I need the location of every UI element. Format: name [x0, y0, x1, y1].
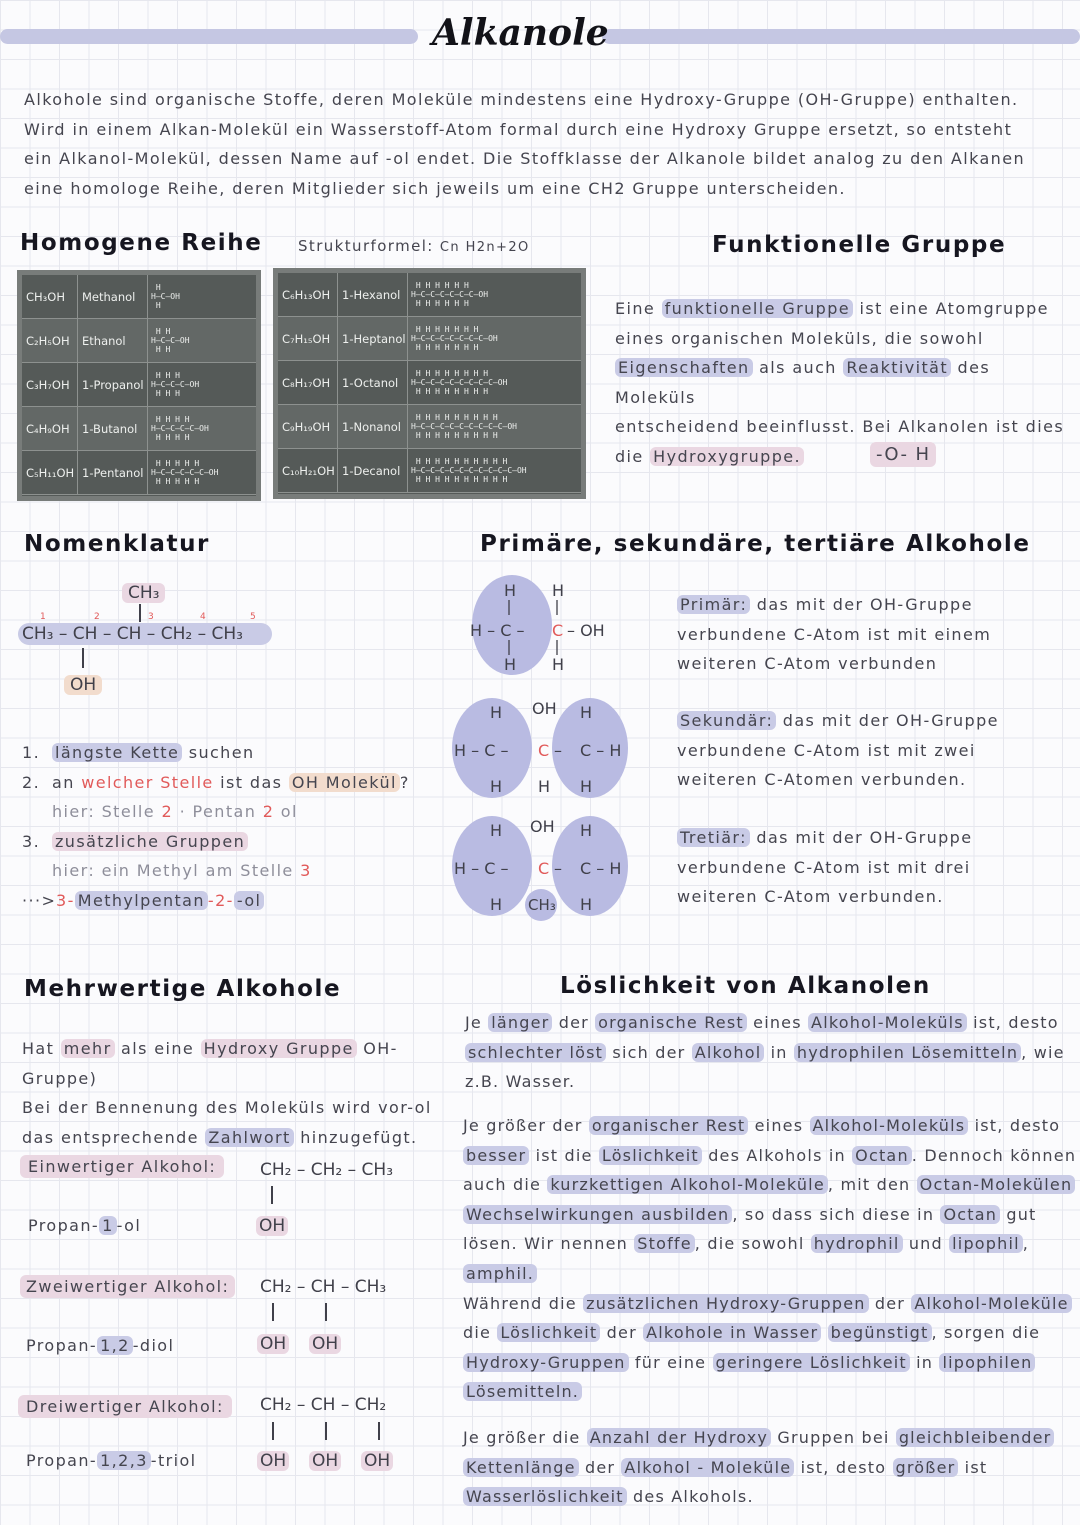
secondary-alcohol-structure — [452, 698, 628, 798]
step-number: 1. — [22, 743, 41, 762]
text: ? — [399, 772, 410, 792]
page-title: Alkanole — [432, 12, 609, 54]
text: , — [1022, 1234, 1030, 1254]
name-cell: 1-Hexanol — [338, 273, 408, 316]
highlight: Stoffe — [634, 1234, 695, 1253]
table-row — [278, 317, 581, 361]
highlight: begünstigt — [828, 1323, 932, 1342]
text: OH-Gruppe) — [22, 1039, 398, 1088]
strukturformel-label: Strukturformel: — [298, 237, 434, 255]
formula-cell: C₁₀H₂₁OH — [278, 449, 338, 492]
svg-text:OH: OH — [532, 699, 557, 718]
text: gut — [1000, 1204, 1037, 1224]
formula-cell: C₈H₁₇OH — [278, 361, 338, 404]
result — [22, 886, 442, 916]
carbon-chain: CH₃ – CH – CH – CH₂ – CH₃ — [22, 624, 243, 644]
svg-text:H: H — [490, 703, 503, 722]
text-line — [463, 1453, 1065, 1483]
highlight: OH Molekül — [289, 773, 400, 792]
table-row — [22, 319, 256, 363]
highlight: größer — [893, 1458, 959, 1477]
table-row — [22, 363, 256, 407]
name-cell: 1-Nonanol — [338, 405, 408, 448]
text: an — [52, 772, 82, 792]
zweiwertig-formula: CH₂ – CH – CH₃ — [260, 1277, 387, 1297]
name-cell: Methanol — [78, 275, 148, 318]
highlight: besser — [463, 1146, 529, 1165]
highlight: Methylpentan — [75, 891, 208, 910]
text: Propan- — [26, 1336, 98, 1355]
name-cell: 1-Propanol — [78, 363, 148, 406]
structure-cell: H H H H H H H H H–C–C–C–C–C–C–C–C–OH H H H H H H H H — [411, 369, 508, 396]
text: Eine — [615, 299, 662, 318]
intro-text — [24, 85, 1064, 203]
text: -ol — [116, 1216, 142, 1235]
name-cell: 1-Decanol — [338, 449, 408, 492]
dreiwertig-name — [26, 1451, 197, 1470]
label-sekundaer: Sekundär: — [677, 711, 776, 730]
highlight: länger — [488, 1013, 552, 1032]
text: ist — [958, 1457, 988, 1477]
nomenklatur-heading: Nomenklatur — [24, 531, 211, 557]
text: Je größer der — [463, 1116, 589, 1135]
text: Propan- — [28, 1216, 100, 1235]
svg-text:H: H — [490, 895, 503, 914]
intro-line: Alkohole sind organische Stoffe, deren Moleküle mindestens eine Hydroxy-Gruppe (OH-Gruppe) enthalten. — [24, 90, 1019, 109]
text-line — [463, 1423, 1065, 1453]
text: -triol — [150, 1451, 197, 1470]
highlight: hydrophilen Lösemitteln — [794, 1043, 1021, 1062]
text: der — [552, 1013, 596, 1032]
formula-cell: CH₃OH — [22, 275, 78, 318]
text: und — [902, 1234, 950, 1254]
text: ist die — [529, 1145, 599, 1165]
text: hier: ein Methyl am Stelle — [52, 861, 301, 881]
text: der — [868, 1293, 912, 1313]
structure-cell: H H H H H H H H H H H–C–C–C–C–C–C–C–C–C–C–OH H H H H H H H H H H — [411, 457, 527, 484]
primary-description — [677, 590, 1067, 679]
einwertig-label: Einwertiger Alkohol: — [20, 1155, 224, 1178]
structure-cell: H H H H H H–C–C–C–C–C–OH H H H H H — [151, 459, 219, 486]
table-row — [278, 405, 581, 449]
highlight: mehr — [61, 1039, 115, 1058]
text: weiteren C-Atomen verbunden. — [677, 770, 967, 790]
text: Propan- — [26, 1451, 98, 1470]
text: des Alkohols in — [701, 1145, 853, 1165]
highlight: Hydroxy-Gruppen — [463, 1353, 629, 1372]
zweiwertig-name — [26, 1336, 174, 1355]
title-bar-right — [602, 29, 1080, 44]
svg-text:C: C — [538, 859, 550, 878]
text: eines — [748, 1116, 810, 1135]
highlight: zusätzlichen Hydroxy-Gruppen — [583, 1294, 868, 1313]
oh-bond — [82, 648, 84, 668]
structure-cell: H H H H–C–C–C–OH H H H — [151, 371, 200, 398]
text: Bei der Bennenung des Moleküls wird vor-ol — [22, 1098, 432, 1118]
formula-cell: C₅H₁₁OH — [22, 451, 78, 494]
text-line — [463, 1229, 1065, 1259]
tertiary-alcohol-structure — [452, 816, 628, 921]
funktionell-text — [615, 294, 1065, 472]
svg-text:–: – — [554, 741, 562, 760]
text: verbundene C-Atom ist mit drei — [677, 857, 971, 877]
text: , mit den — [827, 1175, 917, 1195]
text-line — [463, 1200, 1065, 1230]
svg-text:H: H — [580, 821, 593, 840]
text: -2- — [207, 890, 234, 910]
text: verbundene C-Atom ist mit zwei — [677, 740, 976, 760]
svg-text:H: H — [580, 895, 593, 914]
table-row — [22, 275, 256, 319]
structure-cell: H H H H H–C–C–C–C–OH H H H H — [151, 415, 209, 442]
title-bar-left — [0, 29, 418, 44]
svg-text:H – C –: H – C – — [470, 621, 525, 640]
svg-text:–: – — [554, 859, 562, 878]
primary-alcohol-structure — [470, 575, 605, 675]
highlight: funktionelle Gruppe — [662, 299, 853, 318]
text: des Alkohols. — [626, 1487, 754, 1507]
step-number: 3. — [22, 831, 41, 851]
hydroxy-group: OH — [257, 1334, 289, 1354]
highlight: lipophilen — [939, 1353, 1035, 1372]
formula-cell: C₃H₇OH — [22, 363, 78, 406]
svg-text:H: H — [552, 581, 565, 600]
bond — [272, 1303, 274, 1321]
name-cell: 1-Heptanol — [338, 317, 408, 360]
homogene-heading: Homogene Reihe — [20, 230, 263, 256]
text: weiteren C-Atom verbunden — [677, 654, 938, 674]
svg-text:H: H — [580, 703, 593, 722]
methyl-group: CH₃ — [122, 583, 165, 603]
text-line — [463, 1348, 1065, 1378]
bond — [378, 1422, 380, 1440]
intro-line: eine homologe Reihe, deren Mitglieder sich jeweils um eine CH2 Gruppe unterscheiden. — [24, 178, 846, 198]
highlight: organischer Rest — [589, 1116, 748, 1135]
tertiary-description — [677, 823, 1067, 912]
dreiwertig-label: Dreiwertiger Alkohol: — [18, 1395, 232, 1418]
text: · Pentan — [173, 802, 263, 822]
highlight: längste Kette — [52, 743, 182, 762]
text: 3- — [56, 890, 75, 910]
text-line — [465, 1067, 1065, 1097]
highlight: lipophil — [949, 1234, 1023, 1253]
bond — [325, 1303, 327, 1321]
name-cell: 1-Butanol — [78, 407, 148, 450]
svg-text:C – H: C – H — [580, 741, 622, 760]
hydroxy-group: OH — [309, 1334, 341, 1354]
name-cell: 1-Octanol — [338, 361, 408, 404]
name-cell: 1-Pentanol — [78, 451, 148, 494]
highlight: Anzahl der Hydroxy — [587, 1428, 771, 1447]
hydroxy-group: OH — [64, 675, 102, 695]
arrow: ···> — [22, 890, 57, 910]
highlight: Löslichkeit — [599, 1146, 702, 1165]
bond — [272, 1422, 274, 1440]
svg-text:C – H: C – H — [580, 859, 622, 878]
chain-number: 4 — [200, 612, 206, 622]
text: Je größer die — [463, 1428, 587, 1447]
loeslich-para-3 — [463, 1423, 1065, 1512]
svg-text:H: H — [504, 655, 517, 674]
text-line — [463, 1482, 1065, 1512]
text: , sorgen die — [931, 1323, 1041, 1343]
svg-text:H: H — [490, 777, 503, 796]
homologous-table-right — [273, 268, 586, 499]
highlight: kurzkettigen Alkohol-Moleküle — [547, 1175, 828, 1194]
formula-cell: C₄H₉OH — [22, 407, 78, 450]
bond — [325, 1422, 327, 1440]
highlight: Hydroxy Gruppe — [201, 1039, 357, 1058]
structure-cell: H H H H H H H H H H–C–C–C–C–C–C–C–C–C–OH H H H H H H H H H — [411, 413, 517, 440]
highlight: Alkohol-Moleküle — [911, 1294, 1071, 1313]
label-primaer: Primär: — [677, 595, 750, 614]
dreiwertig-formula: CH₂ – CH – CH₂ — [260, 1395, 387, 1415]
svg-text:H: H — [580, 777, 593, 796]
zweiwertig-label: Zweiwertiger Alkohol: — [20, 1275, 235, 1298]
highlight: amphil. — [463, 1264, 537, 1283]
highlight: Reaktivität — [843, 358, 951, 377]
highlight: Octan — [940, 1205, 1000, 1224]
highlight: Lösemitteln. — [463, 1382, 582, 1401]
hydroxy-group: OH — [309, 1451, 341, 1471]
text: 2 — [161, 802, 174, 822]
table-row — [22, 407, 256, 451]
chain-number: 1 — [40, 612, 46, 622]
text: z.B. Wasser. — [465, 1072, 576, 1092]
text: eines organischen Moleküls, die sowohl — [615, 328, 984, 348]
text: die — [463, 1323, 498, 1343]
highlight: Hydroxygruppe. — [650, 447, 804, 466]
nomenklatur-steps — [22, 738, 442, 916]
text: ist das — [213, 772, 289, 792]
text-line — [465, 1038, 1065, 1068]
chain-number: 2 — [94, 612, 100, 622]
text: in — [764, 1042, 794, 1062]
formula-cell: C₆H₁₃OH — [278, 273, 338, 316]
einwertig-formula: CH₂ – CH₂ – CH₃ — [260, 1160, 394, 1180]
svg-text:H: H — [538, 777, 551, 796]
highlight: Octan — [852, 1146, 912, 1165]
svg-text:H: H — [552, 655, 565, 674]
chain-number: 3 — [148, 612, 154, 622]
text-line — [463, 1259, 1065, 1289]
highlight: Alkohol - Moleküle — [621, 1458, 794, 1477]
step-2-hint — [22, 797, 442, 827]
text: das entsprechende — [22, 1127, 206, 1147]
text: 2 — [262, 802, 275, 822]
text: der — [578, 1457, 622, 1477]
highlight: Löslichkeit — [497, 1323, 600, 1342]
svg-text:H – C –: H – C – — [454, 859, 509, 878]
alcohol-types-heading: Primäre, sekundäre, tertiäre Alkohole — [480, 531, 1031, 557]
hydroxy-group: OH — [257, 1451, 289, 1471]
text: eines — [746, 1013, 809, 1032]
highlight: Kettenlänge — [463, 1458, 579, 1477]
formula-cell: C₇H₁₅OH — [278, 317, 338, 360]
einwertig-name — [28, 1216, 141, 1235]
text: , wie — [1021, 1042, 1065, 1062]
formula-cell: C₉H₁₉OH — [278, 405, 338, 448]
text: ist, desto — [968, 1116, 1061, 1135]
text: , die sowohl — [694, 1234, 811, 1254]
homologous-table-left — [17, 270, 261, 501]
funktionell-heading: Funktionelle Gruppe — [712, 232, 1007, 258]
text: auch die — [463, 1175, 548, 1195]
text-line — [463, 1141, 1077, 1171]
text: des Moleküls — [615, 358, 991, 407]
table-row — [278, 361, 581, 405]
chain-number: 5 — [250, 612, 256, 622]
svg-text:C: C — [552, 621, 564, 640]
step-3 — [22, 827, 442, 857]
svg-text:H: H — [504, 581, 517, 600]
text: -diol — [132, 1336, 175, 1355]
text: Während die — [463, 1293, 584, 1313]
step-number: 2. — [22, 772, 41, 792]
highlight: hydrophil — [811, 1234, 903, 1253]
highlight: Alkohol — [692, 1043, 765, 1062]
loeslich-para-1 — [465, 1008, 1065, 1097]
text: das mit der OH-Gruppe — [776, 711, 999, 730]
text: die — [615, 446, 651, 466]
highlight: 1 — [99, 1216, 117, 1235]
highlight: gleichbleibender — [896, 1428, 1055, 1447]
text: . Dennoch können — [911, 1145, 1077, 1165]
highlight: Wechselwirkungen ausbilden — [463, 1205, 732, 1224]
secondary-description — [677, 706, 1067, 795]
text-line — [463, 1170, 1073, 1200]
label-tertiaer: Tretiär: — [677, 828, 750, 847]
text: als eine — [114, 1039, 201, 1058]
text: ist, desto — [966, 1013, 1059, 1032]
text-line — [465, 1008, 1065, 1038]
text: das mit der OH-Gruppe — [750, 595, 973, 614]
highlight: 1,2 — [97, 1336, 133, 1355]
highlight: 1,2,3 — [97, 1451, 151, 1470]
text-line — [463, 1377, 1065, 1407]
svg-text:– OH: – OH — [567, 621, 605, 640]
svg-text:H – C –: H – C – — [454, 741, 509, 760]
text: hier: Stelle — [52, 802, 162, 822]
text: das mit der OH-Gruppe — [749, 828, 973, 847]
highlight: Alkohole in Wasser — [643, 1323, 821, 1342]
highlight: Wasserlöslichkeit — [463, 1487, 627, 1506]
svg-text:OH: OH — [530, 817, 555, 836]
table-row — [278, 273, 581, 317]
text: ol — [274, 802, 298, 822]
step-1 — [22, 738, 442, 768]
text: ist eine Atomgruppe — [853, 299, 1049, 318]
mehrwertig-heading: Mehrwertige Alkohole — [24, 976, 342, 1002]
text-line — [463, 1318, 1065, 1348]
structure-cell: H H H–C–C–OH H H — [151, 327, 190, 354]
intro-line: ein Alkanol-Molekül, dessen Name auf -ol endet. Die Stoffklasse der Alkanole bildet analog zu den Alkanen — [24, 149, 1026, 169]
step-2 — [22, 768, 442, 798]
methyl-bond — [139, 604, 141, 622]
svg-text:C: C — [538, 741, 550, 760]
loeslich-heading: Löslichkeit von Alkanolen — [560, 973, 931, 999]
highlight: organische Rest — [595, 1013, 747, 1032]
text: weiteren C-Atom verbunden. — [677, 887, 944, 907]
text: lösen. Wir nennen — [463, 1234, 635, 1254]
text: in — [909, 1352, 940, 1372]
highlight: Alkohol-Moleküls — [808, 1013, 967, 1032]
highlight: Alkohol-Moleküls — [810, 1116, 969, 1135]
text: verbundene C-Atom ist mit einem — [677, 624, 992, 644]
strukturformel-value: Cn H2n+2O — [439, 240, 530, 255]
highlight: schlechter löst — [465, 1043, 606, 1062]
table-row — [278, 449, 581, 493]
highlight: -ol — [234, 891, 265, 910]
loeslich-para-2 — [463, 1111, 1077, 1407]
hydroxy-group: OH — [256, 1216, 288, 1236]
structure-cell: H H H H H H H H–C–C–C–C–C–C–C–OH H H H H H H H — [411, 325, 498, 352]
text: Hat — [22, 1039, 61, 1058]
text-line — [463, 1111, 1065, 1141]
highlight: Octan-Molekülen — [917, 1175, 1076, 1194]
text — [821, 1323, 827, 1342]
text: als auch — [752, 358, 844, 378]
table-row — [22, 451, 256, 495]
text: welcher Stelle — [81, 772, 214, 792]
intro-line: Wird in einem Alkan-Molekül ein Wasserstoff-Atom formal durch eine Hydroxy Gruppe ersetzt, so entsteht — [24, 119, 1013, 139]
text: hinzugefügt. — [293, 1127, 418, 1147]
text: ist, desto — [794, 1457, 893, 1477]
structure-cell: H H–C–OH H — [151, 283, 180, 310]
mehrwertig-text — [22, 1034, 452, 1152]
text: , so dass sich diese in — [732, 1204, 941, 1224]
highlight: Eigenschaften — [615, 358, 753, 377]
text: sich der — [606, 1042, 692, 1062]
hydroxy-group: OH — [361, 1451, 393, 1471]
text: suchen — [182, 743, 255, 762]
alcohol-types-diagram — [440, 570, 640, 930]
highlight: zusätzliche Gruppen — [52, 832, 248, 851]
name-cell: Ethanol — [78, 319, 148, 362]
step-3-hint — [22, 856, 442, 886]
highlight: Zahlwort — [205, 1128, 293, 1147]
text: entscheidend beeinflusst. Bei Alkanolen ist dies — [615, 417, 1065, 437]
text: für eine — [628, 1352, 713, 1372]
text: Je — [465, 1013, 489, 1032]
text: 3 — [300, 861, 312, 881]
text: der — [600, 1323, 644, 1343]
structure-cell: H H H H H H H–C–C–C–C–C–C–OH H H H H H H — [411, 281, 489, 308]
formula-cell: C₂H₅OH — [22, 319, 78, 362]
strukturformel — [298, 237, 530, 255]
text-line — [463, 1289, 1069, 1319]
svg-text:CH₃: CH₃ — [528, 896, 556, 914]
text: Gruppen bei — [771, 1428, 896, 1447]
bond — [271, 1186, 273, 1204]
hydroxy-formula: -O- H — [870, 442, 936, 467]
highlight: geringere Löslichkeit — [713, 1353, 910, 1372]
svg-text:H: H — [490, 821, 503, 840]
